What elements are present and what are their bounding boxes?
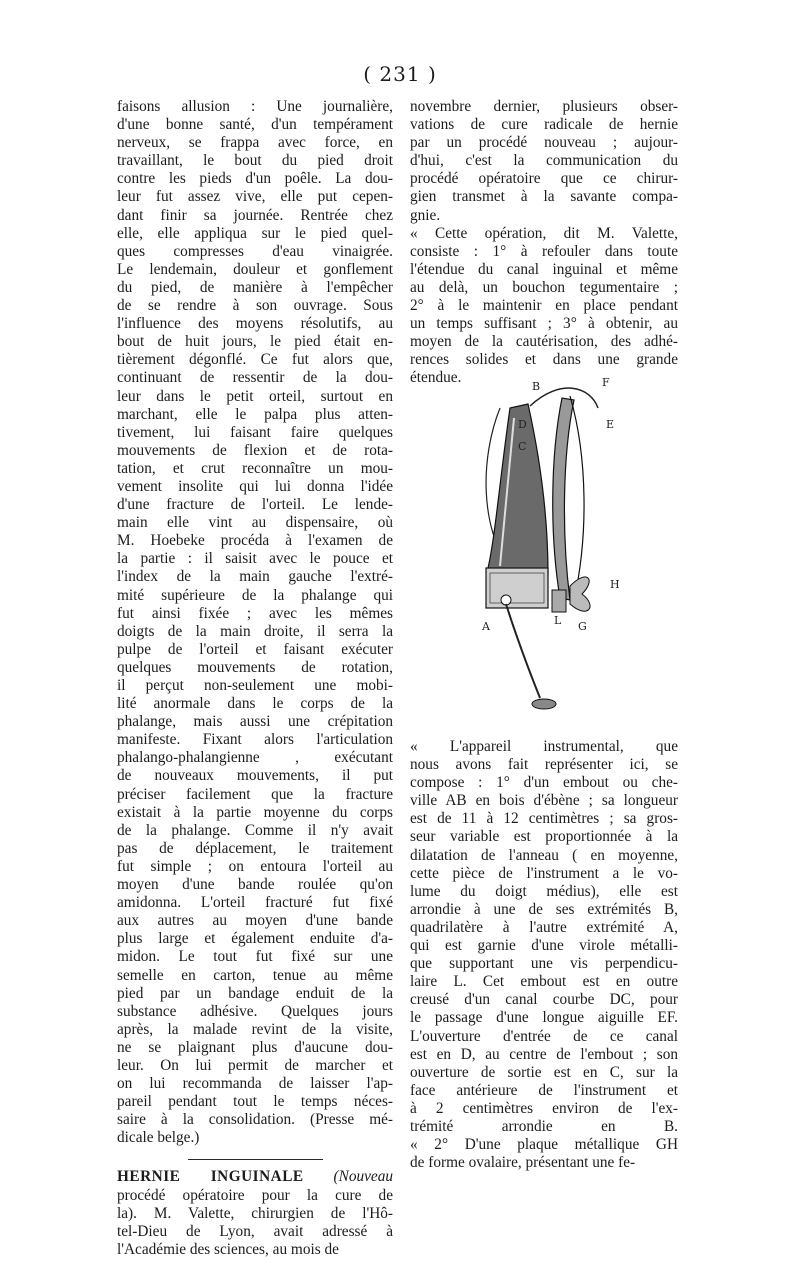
text-line: marchant, elle le palpa plus atten- [117,405,393,423]
text-line: de se rendre à son ouvrage. Sous [117,297,393,315]
text-line: dicale belge.) [117,1129,200,1147]
text-line: après, la malade revint de la visite, [117,1020,393,1038]
text-line: novembre dernier, plusieurs obser- [410,98,678,115]
handle-end [532,699,556,709]
text-line: semelle en carton, tenue au même [117,966,393,984]
opening-d [501,595,511,605]
text-line: ouverture de sortie est en C, sur la [410,1063,678,1081]
text-line: par un procédé nouveau ; aujour- [410,134,678,152]
text-line: « 2° D'une plaque métallique GH [410,1136,678,1154]
right-column-text [410,98,678,388]
text-line: seur variable est proportionnée à la [410,828,678,846]
page-number: ( 231 ) [363,62,437,86]
virole-a [486,568,548,608]
text-line: continuant de ressentir de la dou- [117,369,393,387]
right-column [410,98,678,388]
text-line: phalange, mais aussi une crépitation [117,713,393,731]
text-line: leur fut assez vive, elle put cepen- [117,188,393,206]
text-line: fut ainsi fixée ; avec les mêmes [117,604,393,622]
text-line: manifeste. Fixant alors l'articulation [117,731,393,749]
section-title: HERNIE INGUINALE [117,1168,304,1186]
plate-gh [553,398,574,600]
text-line: bout de huit jours, le pied était en- [117,333,393,351]
text-line: de forme ovalaire, présentant une fe- [410,1154,636,1172]
text-line: moyen de la cautérisation, des adhé- [410,333,678,351]
text-line: au delà, un bouchon tegumentaire ; [410,278,678,296]
text-line: leur dans le petit orteil, surtout en [117,387,393,405]
text-line: gnie. [410,206,441,224]
text-line: de la phalange. Comme il n'y avait [117,821,393,839]
handle-shaft [506,604,540,698]
wing-nut [570,577,590,611]
text-line: un temps suffisant ; 3° à obtenir, au [410,315,678,333]
text-line: 2° à le maintenir en place pendant [410,297,678,315]
figure-label-l: L [554,614,562,627]
text-line: préciser facilement que la fracture [117,785,393,803]
text-line: faisons allusion : Une journalière, [117,98,393,115]
text-line: existait à la partie moyenne du corps [117,803,393,821]
text-line: d'une fracture de l'orteil. Le lende- [117,496,393,514]
text-line: amidonna. L'orteil fracturé fut fixé [117,894,393,912]
text-line: le passage d'une longue aiguille EF. [410,1009,678,1027]
text-line: d'hui, c'est la communication du [410,152,678,170]
text-line: arrondie à une de ses extrémités B, [410,900,678,918]
text-line: laire L. Cet embout est en outre [410,973,678,991]
text-line: tièrement dégonflé. Ce fut alors que, [117,351,393,369]
text-line: pareil pendant tout le temps néces- [117,1093,393,1111]
text-line: ne se plaignant plus d'aucune dou- [117,1038,393,1056]
text-line: de nouveaux mouvements, il put [117,767,393,785]
text-line: dant finir sa journée. Rentrée chez [117,206,393,224]
text-line: d'une bonne santé, d'un tempérament [117,116,393,134]
text-line: la). M. Valette, chirurgien de l'Hô- [117,1204,393,1222]
text-line: nerveux, se frappa avec force, en [117,134,393,152]
figure-label-g: G [578,620,587,633]
left-column [117,98,393,1259]
text-line: procédé opératoire pour la cure de [117,1186,393,1204]
text-line: moyen d'une bande roulée qu'on [117,876,393,894]
figure-label-f: F [602,376,610,389]
right-column-lower-text [410,738,678,1172]
text-line: nous avons fait représenter ici, se [410,756,678,774]
text-line: saire à la consolidation. (Presse mé- [117,1111,393,1129]
text-line: quelques mouvements de rotation, [117,658,393,676]
section-heading-line [117,1168,393,1186]
text-line: pas de déplacement, le traitement [117,839,393,857]
text-line: phalango-phalangienne , exécutant [117,749,393,767]
text-line: on lui recommanda de laisser l'ap- [117,1075,393,1093]
text-line: la partie : il saisit avec le pouce et [117,550,393,568]
text-line: fut simple ; on entoura l'orteil au [117,857,393,875]
text-line: l'influence des moyens résolutifs, au [117,315,393,333]
figure-label-a: A [482,620,490,633]
text-line: gien transmet à la savante compa- [410,188,678,206]
text-line: quadrilatère à l'autre extrémité A, [410,918,678,936]
text-line: ques compresses d'eau vinaigrée. [117,242,393,260]
figure-label-d: D [518,418,527,431]
text-line: compose : 1° d'un embout ou che- [410,774,678,792]
screw-l [552,590,566,612]
figure-label-e: E [606,418,615,431]
text-line: pied par un bandage enduit de la [117,984,393,1002]
text-line: substance adhésive. Quelques jours [117,1002,393,1020]
text-line: mité supérieure de la phalange qui [117,586,393,604]
figure-label-h: H [610,578,620,591]
text-line: M. Hoebeke procéda à l'examen de [117,532,393,550]
text-line: tel-Dieu de Lyon, avait adressé à [117,1222,393,1240]
text-line: pulpe de l'orteil et faisant exécuter [117,640,393,658]
section-subtitle: (Nouveau [333,1168,393,1186]
text-line: travaillant, le bout du pied droit [117,152,393,170]
text-line: procédé opératoire que ce chirur- [410,170,678,188]
text-line: trémité arrondie en B. [410,1117,678,1135]
text-line: leur. On lui permit de marcher et [117,1056,393,1074]
text-line: étendue. [410,369,462,387]
plate-edge [570,396,584,600]
text-line: « Cette opération, dit M. Valette, [410,224,678,242]
text-line: doigts de la main droite, il serra la [117,622,393,640]
text-line: elle, elle appliqua sur le pied quel- [117,224,393,242]
text-line: dilatation de l'anneau ( en moyenne, [410,846,678,864]
text-line: ville AB en bois d'ébène ; sa longueur [410,792,678,810]
text-line: rences solides et dans une grande [410,351,678,369]
text-line: qui est garnie d'une virole métalli- [410,937,678,955]
text-line: plus large et également enduite d'a- [117,930,393,948]
text-line: est en D, au centre de l'embout ; son [410,1045,678,1063]
text-line: lume du doigt médius), elle est [410,882,678,900]
left-column-section-text [117,1187,393,1259]
text-line: tivement, lui faisant faire quelques [117,423,393,441]
text-line: il perçut non-seulement une mobi- [117,677,393,694]
text-line: que supportant une vis perpendicu- [410,955,678,973]
text-line: face antérieure de l'instrument et [410,1081,678,1099]
text-line: est de 11 à 12 centimètres ; sa gros- [410,810,678,828]
text-line: midon. Le tout fut fixé sur une [117,948,393,966]
figure-label-c: C [518,440,527,453]
text-line: contre les pieds d'un poêle. La dou- [117,170,393,188]
text-line: l'Académie des sciences, au mois de [117,1240,339,1258]
text-line: aux autres au moyen d'une bande [117,912,393,930]
text-line: vement insolite qui lui donna l'idée [117,477,393,495]
text-line: à 2 centimètres environ de l'ex- [410,1099,678,1117]
text-line: consiste : 1° à refouler dans toute [410,242,678,260]
text-line: du pied, de manière à l'empêcher [117,278,393,296]
text-line: tation, et crut reconnaître un mou- [117,459,393,477]
text-line: Le lendemain, douleur et gonflement [117,260,393,278]
section-divider [188,1159,323,1160]
text-line: L'ouverture d'entrée de ce canal [410,1027,678,1045]
instrument-illustration [470,368,690,720]
text-line: main elle vint au dispensaire, où [117,514,393,532]
text-line: « L'appareil instrumental, que [410,738,678,755]
text-line: mouvements de flexion et de rota- [117,441,393,459]
left-column-text [117,98,393,1147]
text-line: vations de cure radicale de hernie [410,116,678,134]
text-line: creusé d'un canal courbe DC, pour [410,991,678,1009]
text-line: l'étendue du canal inguinal et même [410,260,678,278]
right-column-lower [410,738,678,1172]
text-line: cette pièce de l'instrument a le vo- [410,864,678,882]
figure-label-b: B [532,380,541,393]
surgical-instrument-figure [470,368,690,720]
text-line: lité anormale dans le corps de la [117,695,393,713]
text-line: l'index de la main gauche l'extré- [117,568,393,586]
